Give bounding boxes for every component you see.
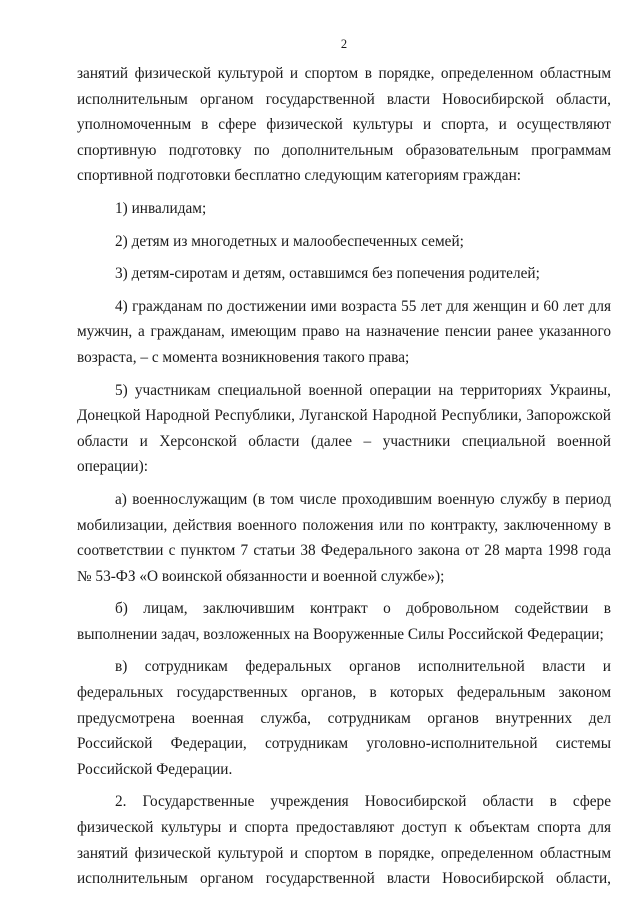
document-page: [77, 0, 611, 905]
document-body: [77, 61, 611, 899]
list-item-4: 4) гражданам по достижении ими возраста 55 лет для женщин и 60 лет для мужчин, а гражданам, имеющим право на назначение пенсии ранее указанного возраста, – с момента возникновения такого права;: [77, 297, 611, 366]
subitem-a: а) военнослужащим (в том числе проходившим военную службу в период мобилизации, действия военного положения или по контракту, заключенному в соответствии с пунктом 7 статьи 38 Федерального закона от 28 марта 1998 года № 53-ФЗ «О воинской обязанности и военной службе»);: [77, 490, 611, 585]
subitem-b: б) лицам, заключившим контракт о добровольном содействии в выполнении задач, возложенных на Вооруженные Силы Российской Федерации;: [77, 600, 611, 643]
list-item-1: 1) инвалидам;: [115, 199, 207, 217]
list-item-5: 5) участникам специальной военной операции на территориях Украины, Донецкой Народной Республики, Луганской Народной Республики, Запорожской области и Херсонской области (далее – участники специальной военной операции):: [77, 381, 611, 476]
section-2-paragraph: 2. Государственные учреждения Новосибирской области в сфере физической культуры и спорта предоставляют доступ к объектам спорта для занятий физической культурой и спортом в порядке, определенном областным исполнительным органом государственной власти Новосибирской области,: [77, 793, 611, 888]
paragraph-continuation: занятий физической культурой и спортом в порядке, определенном областным исполнительным органом государственной власти Новосибирской области, уполномоченным в сфере физической культуры и спорта, и осуществляют спортивную подготовку по дополнительным образовательным программам спортивной подготовки бесплатно следующим категориям граждан:: [77, 65, 611, 185]
page-number: 2: [340, 37, 348, 51]
subitem-v: в) сотрудникам федеральных органов исполнительной власти и федеральных государственных органов, в которых федеральным законом предусмотрена военная служба, сотрудникам органов внутренних дел Российской Федерации, сотрудникам уголовно-исполнительной системы Российской Федерации.: [77, 658, 611, 778]
list-item-2: 2) детям из многодетных и малообеспеченных семей;: [115, 232, 464, 250]
list-item-3: 3) детям-сиротам и детям, оставшимся без попечения родителей;: [115, 265, 540, 283]
